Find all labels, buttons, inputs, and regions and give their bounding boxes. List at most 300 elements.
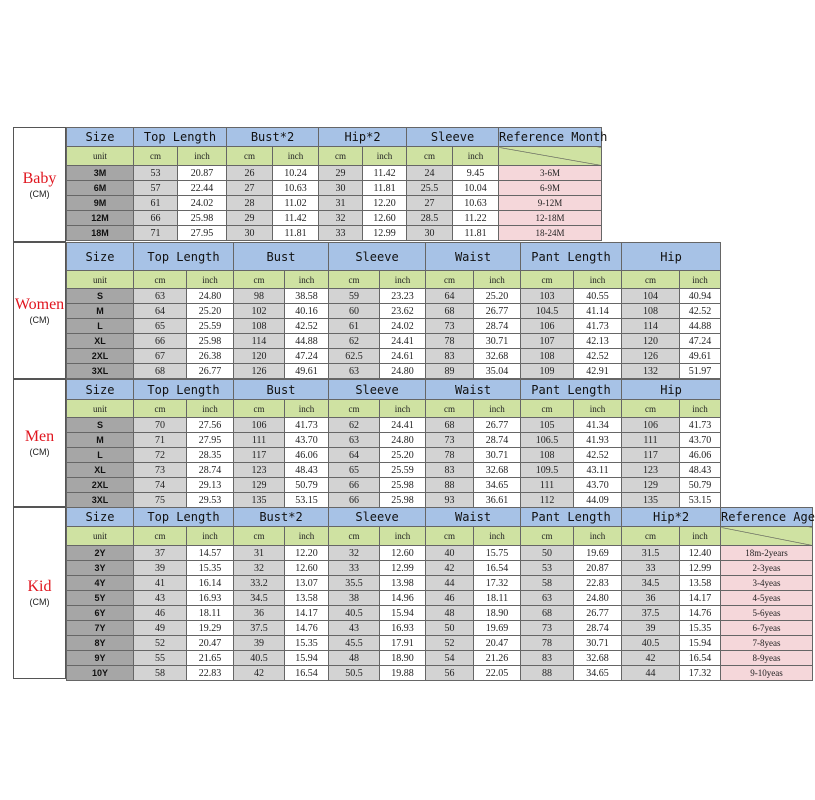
value-cell: 108 [521, 448, 574, 463]
value-cell: 27 [227, 181, 273, 196]
value-cell: 20.47 [474, 636, 521, 651]
value-cell: 41 [134, 576, 187, 591]
value-cell: 17.32 [680, 666, 721, 681]
unit-cell: cm [234, 400, 285, 418]
value-cell: 16.54 [680, 651, 721, 666]
value-cell: 24 [407, 166, 453, 181]
value-cell: 25.98 [187, 334, 234, 349]
value-cell: 20.87 [574, 561, 622, 576]
value-cell: 50.5 [329, 666, 380, 681]
value-cell: 28.74 [474, 319, 521, 334]
value-cell: 50.79 [680, 478, 721, 493]
value-cell: 33 [319, 226, 363, 241]
value-cell: 41.34 [574, 418, 622, 433]
value-cell: 53 [134, 166, 178, 181]
value-cell: 31 [319, 196, 363, 211]
value-cell: 63 [521, 591, 574, 606]
value-cell: 34.5 [234, 591, 285, 606]
reference-cell: 12-18M [499, 211, 602, 226]
value-cell: 39 [622, 621, 680, 636]
column-header: Size [67, 128, 134, 147]
unit-cell: cm [329, 400, 380, 418]
value-cell: 129 [622, 478, 680, 493]
value-cell: 12.60 [285, 561, 329, 576]
value-cell: 41.14 [574, 304, 622, 319]
value-cell: 59 [329, 289, 380, 304]
value-cell: 21.26 [474, 651, 521, 666]
unit-cell: inch [285, 271, 329, 289]
unit-cell: inch [474, 271, 521, 289]
value-cell: 73 [426, 433, 474, 448]
table-row [67, 478, 721, 493]
value-cell: 30 [407, 226, 453, 241]
section-label-kid [13, 507, 66, 679]
value-cell: 14.76 [680, 606, 721, 621]
value-cell: 33 [622, 561, 680, 576]
unit-cell: unit [67, 147, 134, 166]
unit-cell: inch [285, 527, 329, 546]
reference-cell: 8-9yeas [721, 651, 813, 666]
unit-cell: cm [521, 527, 574, 546]
value-cell: 40.94 [680, 289, 721, 304]
header-row [67, 128, 602, 147]
value-cell: 24.41 [380, 334, 426, 349]
value-cell: 27 [407, 196, 453, 211]
value-cell: 53 [521, 561, 574, 576]
size-cell: 3XL [67, 493, 134, 508]
value-cell: 30.71 [574, 636, 622, 651]
column-header: Bust*2 [234, 508, 329, 527]
column-header: Waist [426, 380, 521, 400]
value-cell: 68 [426, 418, 474, 433]
size-cell: 8Y [67, 636, 134, 651]
value-cell: 65 [134, 319, 187, 334]
value-cell: 40.5 [622, 636, 680, 651]
value-cell: 44.88 [285, 334, 329, 349]
table-row [67, 666, 813, 681]
value-cell: 14.17 [680, 591, 721, 606]
unit-cell: cm [227, 147, 273, 166]
unit-cell: unit [67, 527, 134, 546]
value-cell: 18.90 [380, 651, 426, 666]
value-cell: 46 [134, 606, 187, 621]
value-cell: 44.88 [680, 319, 721, 334]
size-cell: S [67, 289, 134, 304]
value-cell: 15.94 [680, 636, 721, 651]
reference-cell: 6-9M [499, 181, 602, 196]
table-row [67, 304, 721, 319]
table-row [67, 576, 813, 591]
value-cell: 37 [134, 546, 187, 561]
column-header: Hip [622, 380, 721, 400]
value-cell: 88 [521, 666, 574, 681]
table-row [67, 334, 721, 349]
value-cell: 83 [521, 651, 574, 666]
value-cell: 49.61 [680, 349, 721, 364]
value-cell: 11.02 [273, 196, 319, 211]
unit-row [67, 527, 813, 546]
header-row [67, 380, 721, 400]
value-cell: 32 [234, 561, 285, 576]
value-cell: 103 [521, 289, 574, 304]
size-table [66, 127, 608, 241]
value-cell: 40.16 [285, 304, 329, 319]
value-cell: 15.94 [380, 606, 426, 621]
value-cell: 42 [234, 666, 285, 681]
column-header: Top Length [134, 508, 234, 527]
unit-cell: inch [380, 271, 426, 289]
value-cell: 16.93 [187, 591, 234, 606]
table-row [67, 636, 813, 651]
value-cell: 32 [329, 546, 380, 561]
column-header: Top Length [134, 243, 234, 271]
value-cell: 10.63 [453, 196, 499, 211]
table-row [67, 433, 721, 448]
unit-cell: cm [622, 527, 680, 546]
table-row [67, 211, 602, 226]
value-cell: 25.98 [380, 478, 426, 493]
value-cell: 78 [426, 448, 474, 463]
value-cell: 15.94 [285, 651, 329, 666]
column-header: Reference Age [721, 508, 813, 527]
value-cell: 53.15 [285, 493, 329, 508]
value-cell: 28.35 [187, 448, 234, 463]
value-cell: 40.55 [574, 289, 622, 304]
value-cell: 17.91 [380, 636, 426, 651]
value-cell: 52 [134, 636, 187, 651]
reference-cell: 4-5yeas [721, 591, 813, 606]
table-row [67, 418, 721, 433]
value-cell: 22.83 [187, 666, 234, 681]
value-cell: 16.14 [187, 576, 234, 591]
value-cell: 15.35 [680, 621, 721, 636]
size-cell: 12M [67, 211, 134, 226]
table-row [67, 349, 721, 364]
value-cell: 89 [426, 364, 474, 379]
value-cell: 10.63 [273, 181, 319, 196]
table-row [67, 561, 813, 576]
value-cell: 42.13 [574, 334, 622, 349]
value-cell: 12.99 [363, 226, 407, 241]
size-cell: 2XL [67, 349, 134, 364]
value-cell: 35.5 [329, 576, 380, 591]
unit-cell: unit [67, 271, 134, 289]
value-cell: 22.83 [574, 576, 622, 591]
value-cell: 43.11 [574, 463, 622, 478]
value-cell: 9.45 [453, 166, 499, 181]
value-cell: 68 [134, 364, 187, 379]
size-cell: L [67, 448, 134, 463]
value-cell: 16.54 [474, 561, 521, 576]
value-cell: 41.93 [574, 433, 622, 448]
reference-cell: 2-3yeas [721, 561, 813, 576]
column-header: Reference Month [499, 128, 602, 147]
value-cell: 50 [521, 546, 574, 561]
value-cell: 71 [134, 433, 187, 448]
unit-cell: cm [329, 271, 380, 289]
value-cell: 26.77 [474, 418, 521, 433]
value-cell: 12.60 [363, 211, 407, 226]
value-cell: 11.22 [453, 211, 499, 226]
section-title: Kid [27, 578, 52, 595]
section-title: Women [14, 295, 65, 313]
table-row [67, 289, 721, 304]
value-cell: 21.65 [187, 651, 234, 666]
value-cell: 19.69 [474, 621, 521, 636]
value-cell: 64 [134, 304, 187, 319]
value-cell: 34.65 [474, 478, 521, 493]
unit-cell: cm [622, 400, 680, 418]
value-cell: 111 [622, 433, 680, 448]
unit-cell: inch [453, 147, 499, 166]
column-header: Waist [426, 508, 521, 527]
unit-cell: inch [363, 147, 407, 166]
value-cell: 44 [426, 576, 474, 591]
reference-cell: 7-8yeas [721, 636, 813, 651]
value-cell: 28 [227, 196, 273, 211]
unit-cell: inch [574, 527, 622, 546]
table-row [67, 196, 602, 211]
column-header: Bust [234, 380, 329, 400]
value-cell: 114 [234, 334, 285, 349]
value-cell: 19.88 [380, 666, 426, 681]
unit-cell: cm [234, 527, 285, 546]
size-cell: 6Y [67, 606, 134, 621]
value-cell: 24.61 [380, 349, 426, 364]
column-header: Sleeve [407, 128, 499, 147]
value-cell: 38 [329, 591, 380, 606]
table-row [67, 364, 721, 379]
value-cell: 42 [622, 651, 680, 666]
value-cell: 24.80 [574, 591, 622, 606]
unit-row [67, 271, 721, 289]
value-cell: 46 [426, 591, 474, 606]
value-cell: 29 [227, 211, 273, 226]
value-cell: 11.81 [453, 226, 499, 241]
value-cell: 24.41 [380, 418, 426, 433]
unit-cell: cm [134, 147, 178, 166]
size-cell: 10Y [67, 666, 134, 681]
header-row [67, 243, 721, 271]
value-cell: 64 [426, 289, 474, 304]
value-cell: 14.17 [285, 606, 329, 621]
value-cell: 49 [134, 621, 187, 636]
table-row [67, 463, 721, 478]
value-cell: 41.73 [680, 418, 721, 433]
value-cell: 56 [426, 666, 474, 681]
value-cell: 74 [134, 478, 187, 493]
section-label-baby [13, 127, 66, 242]
column-header: Top Length [134, 380, 234, 400]
value-cell: 62.5 [329, 349, 380, 364]
size-cell: XL [67, 463, 134, 478]
value-cell: 33.2 [234, 576, 285, 591]
value-cell: 98 [234, 289, 285, 304]
value-cell: 53.15 [680, 493, 721, 508]
column-header: Sleeve [329, 508, 426, 527]
value-cell: 120 [622, 334, 680, 349]
column-header: Waist [426, 243, 521, 271]
value-cell: 129 [234, 478, 285, 493]
unit-cell: inch [474, 527, 521, 546]
unit-cell: inch [187, 400, 234, 418]
unit-cell: inch [187, 271, 234, 289]
unit-cell: inch [680, 400, 721, 418]
value-cell: 111 [521, 478, 574, 493]
diagonal-header-cell [499, 147, 602, 166]
size-cell: 6M [67, 181, 134, 196]
value-cell: 50 [426, 621, 474, 636]
unit-cell: cm [521, 400, 574, 418]
value-cell: 55 [134, 651, 187, 666]
value-cell: 61 [329, 319, 380, 334]
value-cell: 39 [134, 561, 187, 576]
value-cell: 11.81 [363, 181, 407, 196]
value-cell: 83 [426, 463, 474, 478]
unit-cell: cm [134, 400, 187, 418]
value-cell: 25.20 [380, 448, 426, 463]
value-cell: 66 [329, 478, 380, 493]
value-cell: 61 [134, 196, 178, 211]
reference-cell: 18m-2years [721, 546, 813, 561]
value-cell: 104.5 [521, 304, 574, 319]
value-cell: 57 [134, 181, 178, 196]
value-cell: 49.61 [285, 364, 329, 379]
value-cell: 88 [426, 478, 474, 493]
unit-row [67, 147, 602, 166]
section-title: Men [24, 428, 55, 445]
size-table [66, 507, 813, 681]
size-cell: 7Y [67, 621, 134, 636]
value-cell: 52 [426, 636, 474, 651]
size-cell: 9M [67, 196, 134, 211]
value-cell: 14.57 [187, 546, 234, 561]
column-header: Top Length [134, 128, 227, 147]
diagonal-header-cell [721, 527, 813, 546]
value-cell: 31 [234, 546, 285, 561]
value-cell: 20.47 [187, 636, 234, 651]
value-cell: 12.60 [380, 546, 426, 561]
unit-row [67, 400, 721, 418]
value-cell: 43 [329, 621, 380, 636]
value-cell: 48.43 [285, 463, 329, 478]
value-cell: 14.76 [285, 621, 329, 636]
value-cell: 51.97 [680, 364, 721, 379]
value-cell: 66 [134, 211, 178, 226]
value-cell: 33 [329, 561, 380, 576]
value-cell: 24.02 [380, 319, 426, 334]
unit-cell: cm [407, 147, 453, 166]
value-cell: 48 [426, 606, 474, 621]
column-header: Size [67, 380, 134, 400]
value-cell: 46.06 [680, 448, 721, 463]
unit-cell: inch [380, 527, 426, 546]
value-cell: 34.65 [574, 666, 622, 681]
value-cell: 25.20 [474, 289, 521, 304]
value-cell: 40.5 [329, 606, 380, 621]
value-cell: 43.70 [285, 433, 329, 448]
value-cell: 42.91 [574, 364, 622, 379]
unit-cell: cm [319, 147, 363, 166]
value-cell: 43.70 [680, 433, 721, 448]
value-cell: 109 [521, 364, 574, 379]
reference-cell: 9-12M [499, 196, 602, 211]
value-cell: 62 [329, 418, 380, 433]
value-cell: 12.40 [680, 546, 721, 561]
unit-cell: cm [426, 527, 474, 546]
value-cell: 25.20 [187, 304, 234, 319]
value-cell: 22.05 [474, 666, 521, 681]
column-header: Hip*2 [319, 128, 407, 147]
value-cell: 70 [134, 418, 187, 433]
size-table [66, 379, 721, 508]
value-cell: 37.5 [622, 606, 680, 621]
value-cell: 108 [521, 349, 574, 364]
value-cell: 24.02 [178, 196, 227, 211]
column-header: Pant Length [521, 380, 622, 400]
value-cell: 23.23 [380, 289, 426, 304]
value-cell: 36.61 [474, 493, 521, 508]
value-cell: 13.58 [285, 591, 329, 606]
value-cell: 41.73 [285, 418, 329, 433]
value-cell: 43 [134, 591, 187, 606]
column-header: Sleeve [329, 243, 426, 271]
reference-cell: 6-7yeas [721, 621, 813, 636]
size-cell: 3M [67, 166, 134, 181]
value-cell: 135 [234, 493, 285, 508]
value-cell: 45.5 [329, 636, 380, 651]
size-cell: S [67, 418, 134, 433]
section-unit-note: (CM) [29, 314, 50, 325]
value-cell: 24.80 [380, 433, 426, 448]
value-cell: 126 [622, 349, 680, 364]
value-cell: 29.13 [187, 478, 234, 493]
unit-cell: inch [285, 400, 329, 418]
value-cell: 19.29 [187, 621, 234, 636]
value-cell: 66 [134, 334, 187, 349]
value-cell: 50.79 [285, 478, 329, 493]
size-cell: M [67, 304, 134, 319]
size-cell: 4Y [67, 576, 134, 591]
value-cell: 27.56 [187, 418, 234, 433]
value-cell: 19.69 [574, 546, 622, 561]
value-cell: 73 [426, 319, 474, 334]
value-cell: 30.71 [474, 334, 521, 349]
section-unit-note: (CM) [29, 447, 50, 457]
unit-cell: inch [273, 147, 319, 166]
value-cell: 32 [319, 211, 363, 226]
value-cell: 123 [622, 463, 680, 478]
value-cell: 25.98 [178, 211, 227, 226]
value-cell: 10.04 [453, 181, 499, 196]
value-cell: 109.5 [521, 463, 574, 478]
value-cell: 26.77 [187, 364, 234, 379]
header-row [67, 508, 813, 527]
unit-cell: cm [134, 271, 187, 289]
value-cell: 32.68 [474, 463, 521, 478]
column-header: Hip*2 [622, 508, 721, 527]
unit-cell: inch [574, 400, 622, 418]
value-cell: 36 [234, 606, 285, 621]
value-cell: 106 [622, 418, 680, 433]
value-cell: 47.24 [680, 334, 721, 349]
value-cell: 78 [521, 636, 574, 651]
value-cell: 39 [234, 636, 285, 651]
value-cell: 104 [622, 289, 680, 304]
value-cell: 13.98 [380, 576, 426, 591]
section-unit-note: (CM) [29, 597, 50, 607]
value-cell: 63 [134, 289, 187, 304]
